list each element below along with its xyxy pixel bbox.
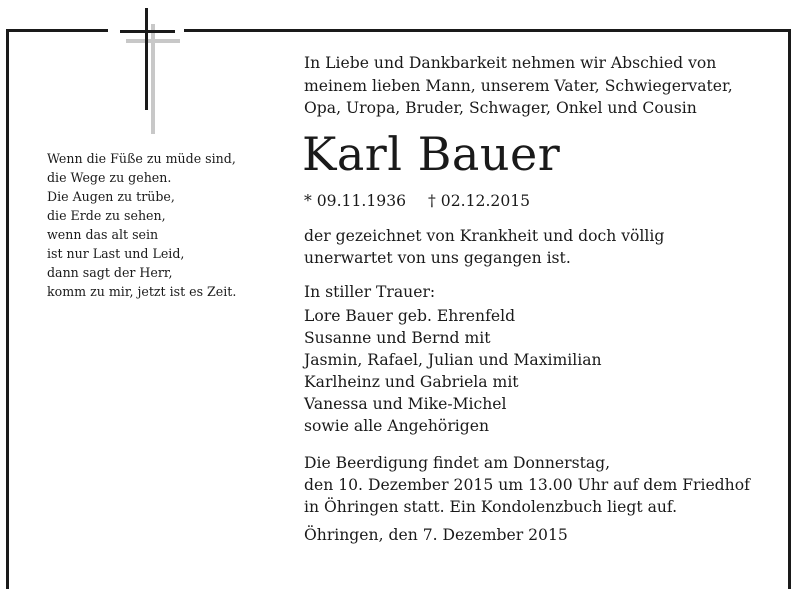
- poem-line: dann sagt der Herr,: [47, 265, 173, 280]
- deceased-name: Karl Bauer: [302, 127, 561, 181]
- illness-line: der gezeichnet von Krankheit und doch völlig: [304, 227, 665, 245]
- mourner-line: Karlheinz und Gabriela mit: [304, 373, 519, 391]
- mourning-title: In stiller Trauer:: [304, 283, 436, 301]
- poem-line: komm zu mir, jetzt ist es Zeit.: [47, 284, 237, 299]
- poem-line: die Wege zu gehen.: [47, 170, 172, 185]
- funeral-line: Die Beerdigung findet am Donnerstag,: [304, 454, 611, 472]
- mourner-line: sowie alle Angehörigen: [304, 417, 490, 435]
- illness-text: [304, 225, 664, 269]
- place-date: Öhringen, den 7. Dezember 2015: [304, 526, 568, 544]
- poem-line: ist nur Last und Leid,: [47, 246, 185, 261]
- intro-line: In Liebe und Dankbarkeit nehmen wir Abschied von: [304, 54, 717, 72]
- border-gap: [108, 24, 184, 36]
- funeral-line: in Öhringen statt. Ein Kondolenzbuch liegt auf.: [304, 498, 678, 516]
- funeral-info: [304, 452, 750, 518]
- illness-line: unerwartet von uns gegangen ist.: [304, 249, 571, 267]
- mourner-line: Jasmin, Rafael, Julian und Maximilian: [304, 351, 602, 369]
- poem-line: wenn das alt sein: [47, 227, 159, 242]
- funeral-line: den 10. Dezember 2015 um 13.00 Uhr auf dem Friedhof: [304, 476, 750, 494]
- intro-line: Opa, Uropa, Bruder, Schwager, Onkel und Cousin: [304, 99, 697, 117]
- intro-line: meinem lieben Mann, unserem Vater, Schwiegervater,: [304, 76, 733, 95]
- birth-date: * 09.11.1936: [304, 192, 407, 210]
- poem-line: die Erde zu sehen,: [47, 208, 166, 223]
- mourner-line: Susanne und Bernd mit: [304, 329, 491, 347]
- mourner-line: Vanessa und Mike-Michel: [304, 395, 507, 413]
- poem-line: Die Augen zu trübe,: [47, 189, 175, 204]
- death-date: † 02.12.2015: [428, 192, 531, 210]
- mourners-list: [304, 305, 602, 437]
- intro-text: [304, 52, 733, 120]
- mourner-line: Lore Bauer geb. Ehrenfeld: [304, 307, 516, 325]
- poem-line: Wenn die Füße zu müde sind,: [47, 151, 236, 166]
- poem: [47, 149, 236, 301]
- life-dates: [304, 190, 530, 212]
